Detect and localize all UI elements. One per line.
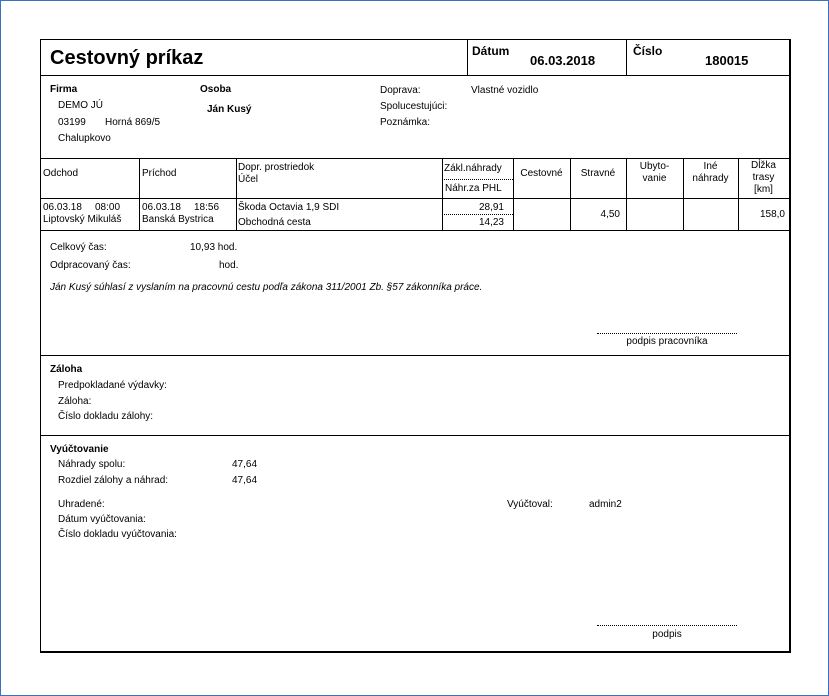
date-value: 06.03.2018 [530, 53, 596, 68]
fuel-compensation-value: 14,23 [478, 217, 504, 228]
table-header-bottom-line [41, 198, 789, 199]
col-vehicle: Dopr. prostriedok [238, 162, 315, 173]
travel-order-document [40, 39, 791, 653]
departure-place: Liptovský Mikuláš [43, 214, 122, 225]
col-travel-cost: Cestovné [520, 168, 563, 179]
col-basic-compensation: Zákl.náhrady [444, 163, 502, 174]
col-purpose: Účel [238, 174, 259, 185]
number-value: 180015 [705, 53, 749, 68]
col-meals: Stravné [580, 168, 616, 179]
col-fuel-compensation: Náhr.za PHL [445, 183, 502, 194]
advance-label: Záloha: [58, 396, 92, 407]
total-time-label: Celkový čas: [50, 242, 107, 253]
person-label: Osoba [200, 84, 232, 95]
company-street: Horná 869/5 [105, 117, 161, 128]
company-zip: 03199 [58, 117, 86, 128]
difference-value: 47,64 [232, 475, 258, 486]
col-distance-1: Dĺžka [750, 160, 776, 171]
settled-by-value: admin2 [589, 499, 622, 510]
date-label: Dátum [472, 44, 510, 58]
distance-value: 158,0 [759, 209, 785, 220]
departure-date: 06.03.18 [43, 202, 82, 213]
header-divider-2 [626, 40, 627, 75]
expected-expenses-label: Predpokladané výdavky: [58, 380, 167, 391]
vehicle-value: Škoda Octavia 1,9 SDI [238, 202, 340, 213]
col-distance-3: [km] [754, 184, 773, 195]
col-other-2: náhrady [692, 173, 729, 184]
section-separator [41, 355, 789, 356]
arrival-date: 06.03.18 [142, 202, 181, 213]
col-distance-2: trasy [752, 172, 775, 183]
employee-signature-label: podpis pracovníka [626, 336, 708, 347]
col-other-1: Iné [703, 161, 718, 172]
header-divider-1 [467, 40, 468, 75]
settled-by-label: Vyúčtoval: [507, 499, 553, 510]
transport-label: Doprava: [380, 85, 421, 96]
company-name: DEMO JÚ [58, 100, 103, 111]
meals-value: 4,50 [600, 209, 620, 220]
header-separator [41, 75, 789, 76]
difference-label: Rozdiel zálohy a náhrad: [58, 475, 169, 486]
row-dotted-line [442, 214, 513, 215]
header-dotted-line [442, 179, 513, 180]
document-title: Cestovný príkaz [50, 47, 204, 69]
total-compensation-label: Náhrady spolu: [58, 459, 126, 470]
company-label: Firma [50, 84, 78, 95]
table-top-line [41, 158, 789, 159]
worked-time-value: hod. [219, 260, 239, 271]
col-accommodation-1: Ubyto- [639, 161, 670, 172]
basic-compensation-value: 28,91 [478, 202, 504, 213]
advance-section-title: Záloha [50, 364, 83, 375]
person-name: Ján Kusý [207, 104, 252, 115]
advance-document-number-label: Číslo dokladu zálohy: [58, 411, 154, 422]
table-col-divider [139, 158, 140, 230]
settlement-date-label: Dátum vyúčtovania: [58, 514, 146, 525]
worked-time-label: Odpracovaný čas: [50, 260, 131, 271]
settlement-section-title: Vyúčtovanie [50, 444, 109, 455]
copassengers-label: Spolucestujúci: [380, 101, 448, 112]
signature-label: podpis [652, 629, 682, 640]
signature-line [597, 333, 737, 334]
col-arrival: Príchod [142, 168, 177, 179]
note-label: Poznámka: [380, 117, 431, 128]
departure-time: 08:00 [95, 202, 121, 213]
transport-value: Vlastné vozidlo [471, 85, 539, 96]
total-time-value: 10,93 hod. [190, 242, 238, 253]
table-bottom-line [41, 230, 789, 231]
col-accommodation-2: vanie [642, 173, 667, 184]
arrival-place: Banská Bystrica [142, 214, 214, 225]
settlement-document-number-label: Číslo dokladu vyúčtovania: [58, 529, 177, 540]
signature-line [597, 625, 737, 626]
paid-label: Uhradené: [58, 499, 105, 510]
col-departure: Odchod [43, 168, 79, 179]
section-separator [41, 435, 789, 436]
table-col-divider [236, 158, 237, 230]
total-compensation-value: 47,64 [232, 459, 258, 470]
number-label: Číslo [633, 44, 663, 58]
purpose-value: Obchodná cesta [238, 217, 311, 228]
company-city: Chalupkovo [58, 133, 111, 144]
consent-statement: Ján Kusý súhlasí z vyslaním na pracovnú cestu podľa zákona 311/2001 Zb. §57 zákonníka práce. [50, 282, 483, 293]
arrival-time: 18:56 [194, 202, 220, 213]
